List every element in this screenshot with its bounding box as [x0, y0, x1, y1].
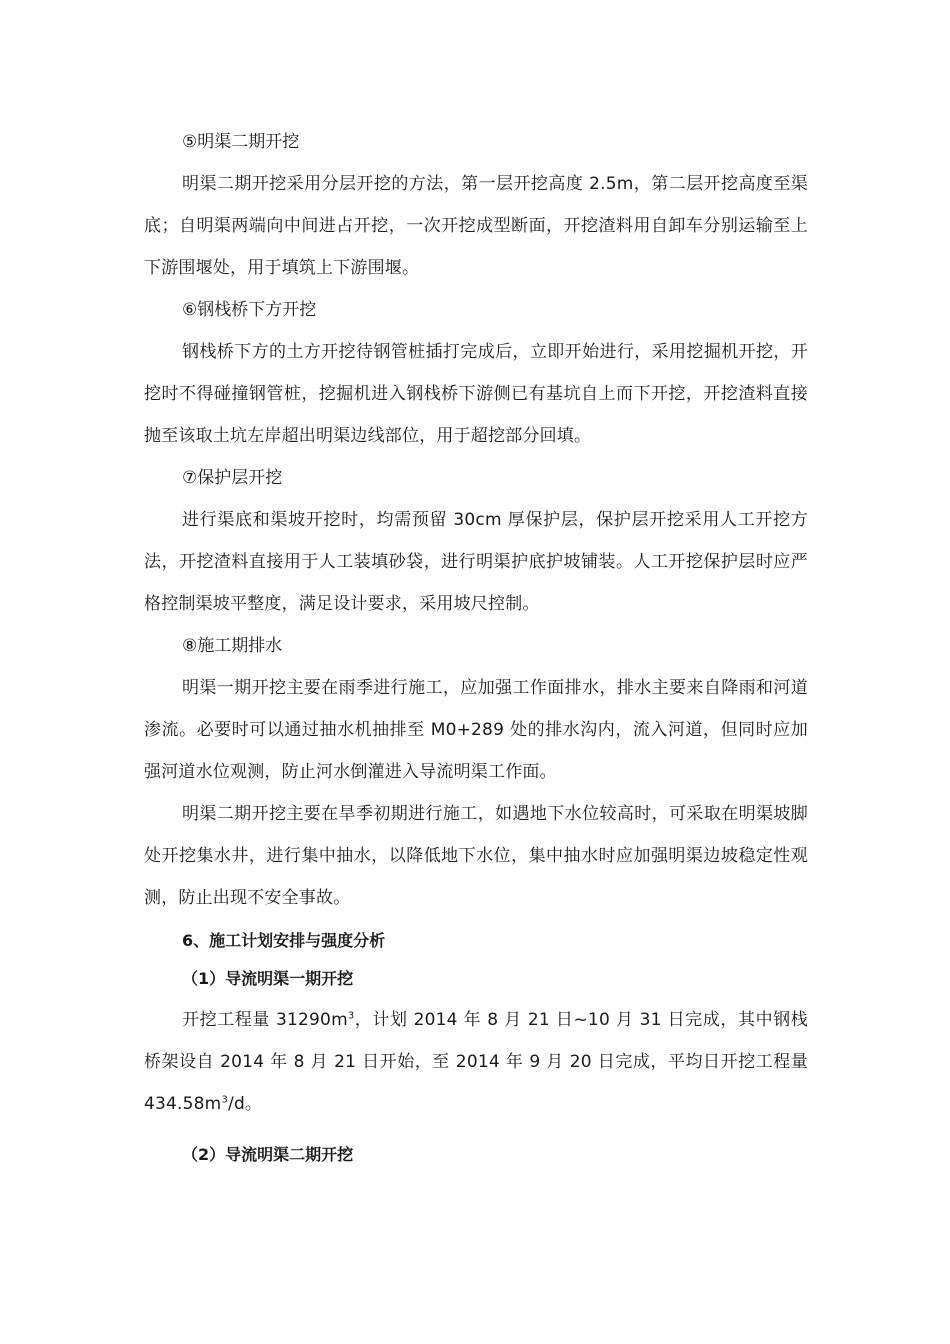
paragraph-8b: 明渠二期开挖主要在旱季初期进行施工，如遇地下水位较高时，可采取在明渠坡脚处开挖集水井，进行集中抽水，以降低地下水位，集中抽水时应加强明渠边坡稳定性观测，防止出现不安全事故。	[144, 804, 808, 908]
superscript-3b: 3	[221, 1094, 229, 1106]
paragraph-7: 进行渠底和渠坡开挖时，均需预留 30cm 厚保护层，保护层开挖采用人工开挖方法，开挖渣料直接用于人工装填砂袋，进行明渠护底护坡铺装。人工开挖保护层时应严格控制渠坡平整度，满足设计要求，采用坡尺控制。	[144, 510, 808, 614]
paragraph-6-1-part-c: /d。	[228, 1094, 263, 1114]
paragraph-8a: 明渠一期开挖主要在雨季进行施工，应加强工作面排水，排水主要来自降雨和河道渗流。必要时可以通过抽水机抽排至 M0+289 处的排水沟内，流入河道，但同时应加强河道水位观测，防止河水倒灌进入导流明渠工作面。	[144, 678, 808, 782]
section-title-6: ⑥钢栈桥下方开挖	[182, 300, 317, 320]
paragraph-6: 钢栈桥下方的土方开挖待钢管桩插打完成后，立即开始进行，采用挖掘机开挖，开挖时不得碰撞钢管桩，挖掘机进入钢栈桥下游侧已有基坑自上而下开挖，开挖渣料直接抛至该取土坑左岸超出明渠边线部位，用于超挖部分回填。	[144, 342, 808, 446]
section-title-5: ⑤明渠二期开挖	[182, 132, 300, 152]
superscript-3: 3	[347, 1010, 355, 1022]
paragraph-6-1-part-b: ，计划 2014 年 8 月 21 日~10 月 31 日完成，其中钢栈桥架设自 2014 年 8 月 21 日开始，至 2014 年 9 月 20 日完成，平均日开挖工程量 434.58m	[144, 1010, 808, 1114]
paragraph-6-1	[144, 999, 808, 1125]
heading-6: 6、施工计划安排与强度分析	[182, 931, 386, 950]
document-body	[144, 121, 808, 1173]
section-title-7: ⑦保护层开挖	[182, 468, 283, 488]
paragraph-5: 明渠二期开挖采用分层开挖的方法，第一层开挖高度 2.5m，第二层开挖高度至渠底；自明渠两端向中间进占开挖，一次开挖成型断面，开挖渣料用自卸车分别运输至上下游围堰处，用于填筑上下游围堰。	[144, 174, 808, 278]
heading-6-1: （1）导流明渠一期开挖	[182, 969, 354, 988]
section-title-8: ⑧施工期排水	[182, 636, 283, 656]
paragraph-6-1-part-a: 开挖工程量 31290m	[182, 1010, 348, 1030]
heading-6-2: （2）导流明渠二期开挖	[182, 1145, 354, 1164]
